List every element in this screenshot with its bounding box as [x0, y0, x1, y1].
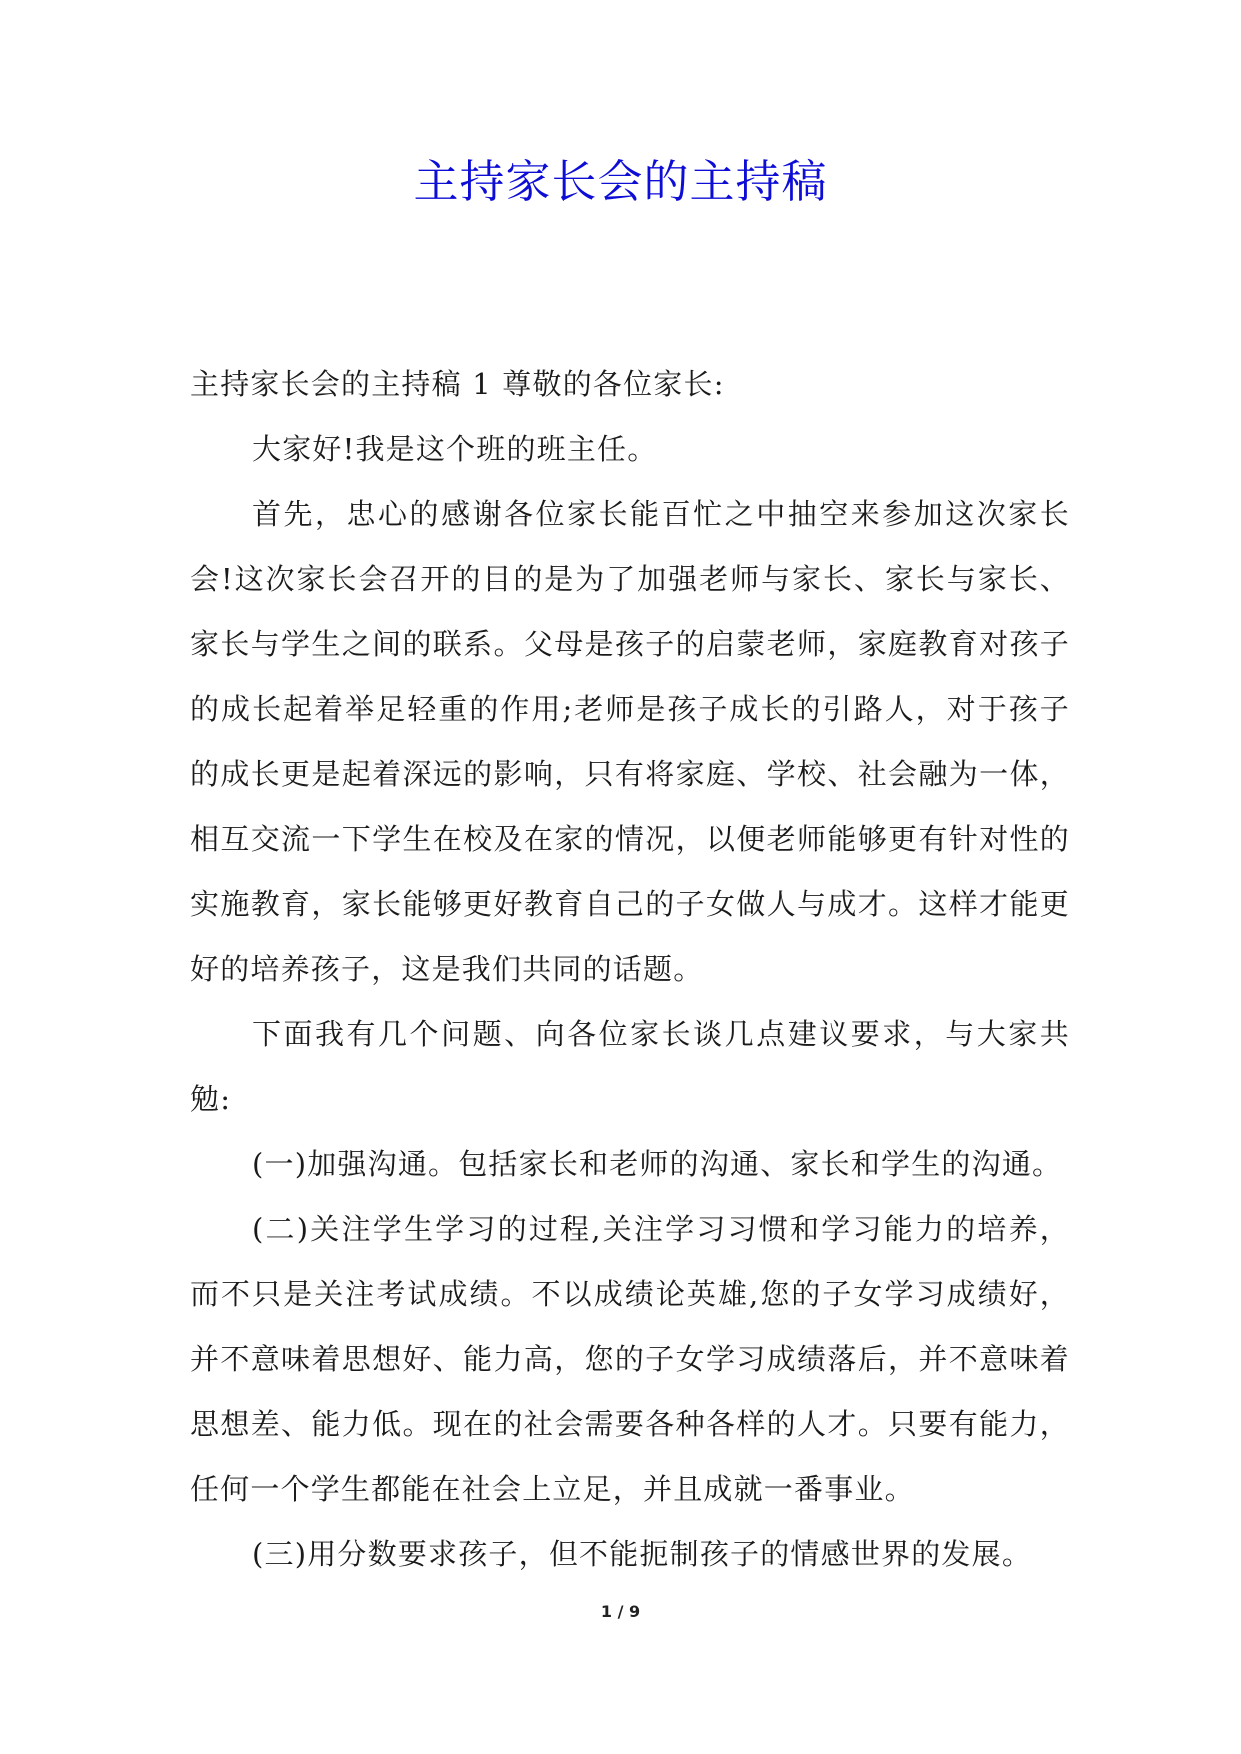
- paragraph-suggestions-intro: 下面我有几个问题、向各位家长谈几点建议要求，与大家共勉:: [190, 1017, 1070, 1116]
- paragraph-item-three: (三)用分数要求孩子，但不能扼制孩子的情感世界的发展。: [252, 1537, 1033, 1571]
- paragraph-salutation: 主持家长会的主持稿 1 尊敬的各位家长:: [190, 367, 725, 401]
- paragraph-thanks: 首先，忠心的感谢各位家长能百忙之中抽空来参加这次家长会!这次家长会召开的目的是为了加强老师与家长、家长与家长、家长与学生之间的联系。父母是孩子的启蒙老师，家庭教育对孩子的成长起着举足轻重的作用;老师是孩子成长的引路人，对于孩子的成长更是起着深远的影响，只有将家庭、学校、社会融为一体，相互交流一下学生在校及在家的情况，以便老师能够更有针对性的实施教育，家长能够更好教育自己的子女做人与成才。这样才能更好的培养孩子，这是我们共同的话题。: [190, 497, 1070, 986]
- document-title: 主持家长会的主持稿: [413, 155, 828, 208]
- paragraph-item-two: (二)关注学生学习的过程,关注学习习惯和学习能力的培养，而不只是关注考试成绩。不以成绩论英雄,您的子女学习成绩好，并不意味着思想好、能力高，您的子女学习成绩落后，并不意味着思想差、能力低。现在的社会需要各种各样的人才。只要有能力，任何一个学生都能在社会上立足，并且成就一番事业。: [190, 1212, 1070, 1506]
- paragraph-greeting: 大家好!我是这个班的班主任。: [252, 432, 658, 466]
- document-body: [190, 352, 1070, 1587]
- page-number: 1 / 9: [600, 1602, 641, 1621]
- paragraph-item-one: (一)加强沟通。包括家长和老师的沟通、家长和学生的沟通。: [252, 1147, 1063, 1181]
